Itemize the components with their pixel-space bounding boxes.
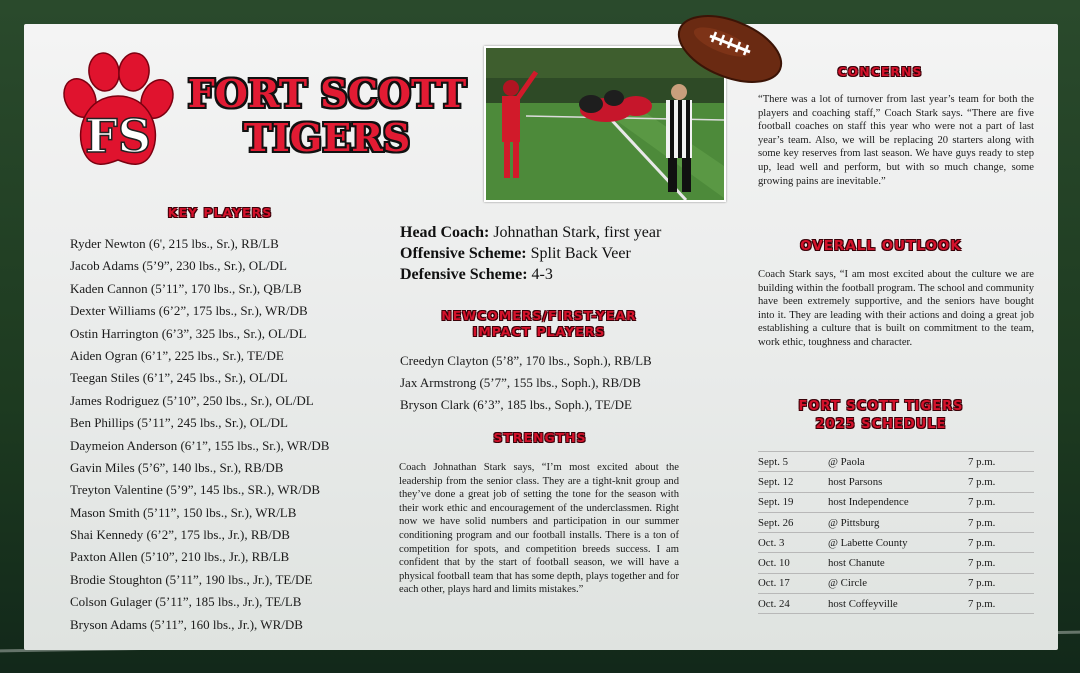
schedule-opponent: host Independence	[828, 492, 968, 512]
schedule-time: 7 p.m.	[968, 492, 1034, 512]
schedule-date: Sept. 26	[758, 512, 828, 532]
player-item: Ben Phillips (5’11”, 245 lbs., Sr.), OL/DL	[70, 415, 288, 431]
defensive-scheme-label: Defensive Scheme:	[400, 266, 528, 283]
defensive-scheme-line	[400, 264, 730, 285]
offensive-scheme-value: Split Back Veer	[526, 245, 631, 262]
player-item: Daymeion Anderson (6’1”, 155 lbs., Sr.), WR/DB	[70, 437, 330, 453]
player-item: Aiden Ogran (6’1”, 225 lbs., Sr.), TE/DE	[70, 347, 284, 363]
offensive-scheme-line	[400, 243, 730, 264]
newcomer-item: Bryson Clark (6’3”, 185 lbs., Soph.), TE/DE	[400, 397, 632, 412]
schedule-opponent: host Chanute	[828, 553, 968, 573]
schedule-time: 7 p.m.	[968, 573, 1034, 593]
player-item: Paxton Allen (5’10”, 210 lbs., Jr.), RB/LB	[70, 549, 290, 565]
concerns-heading: CONCERNS	[837, 64, 923, 79]
player-item: Shai Kennedy (6’2”, 175 lbs., Jr.), RB/DB	[70, 527, 290, 543]
outlook-heading: OVERALL OUTLOOK	[800, 238, 962, 254]
schedule-row	[758, 594, 1034, 614]
player-item: Ryder Newton (6', 215 lbs., Sr.), RB/LB	[70, 236, 279, 251]
schedule-date: Oct. 17	[758, 573, 828, 593]
newcomers-list	[400, 350, 730, 416]
schedule-opponent: host Parsons	[828, 472, 968, 492]
schedule-row	[758, 553, 1034, 573]
key-players-heading: KEY PLAYERS	[167, 205, 273, 220]
schedule-opponent: host Coffeyville	[828, 594, 968, 614]
strengths-text: Coach Johnathan Stark says, “I’m most excited about the leadership from the senior class. They are a tight-knit group and they’ve done a great job of setting the tone for the season with their work ethic and encouragement of the underclassmen. Right now we have solid numbers and participation in our summer conditioning program and our football installs. There is a ton of competition for spots, and competition breeds success. I am confident that by the start of football season, we will have a physical football team that has some depth, plays together and for each other, plays hard and limits mistakes.”	[399, 462, 679, 596]
schedule-opponent: @ Pittsburg	[828, 512, 968, 532]
defensive-scheme-value: 4-3	[527, 266, 553, 283]
newcomer-item: Jax Armstrong (5’7”, 155 lbs., Soph.), RB/DB	[400, 375, 641, 390]
player-item: Dexter Williams (6’2”, 175 lbs., Sr.), WR/DB	[70, 303, 308, 319]
strengths-heading: STRENGTHS	[493, 430, 587, 445]
schedule-row	[758, 452, 1034, 472]
newcomers-heading-line-2: IMPACT PLAYERS	[472, 324, 606, 339]
schedule-date: Sept. 5	[758, 452, 828, 472]
player-item: Treyton Valentine (5’9”, 145 lbs., SR.), WR/DB	[70, 482, 321, 498]
newcomers-heading-line-1: NEWCOMERS/FIRST-YEAR	[441, 308, 637, 323]
logo-letters: FS	[85, 109, 151, 163]
schedule-row	[758, 512, 1034, 532]
title-line-2: TIGERS	[243, 115, 411, 160]
player-item: Teegan Stiles (6’1”, 245 lbs., Sr.), OL/DL	[70, 370, 288, 386]
head-coach-value: Johnathan Stark, first year	[489, 224, 662, 241]
football-icon	[672, 10, 788, 88]
player-item: Kaden Cannon (5’11”, 170 lbs., Sr.), QB/LB	[70, 280, 302, 296]
schedule-time: 7 p.m.	[968, 472, 1034, 492]
team-title	[182, 72, 472, 160]
title-line-1: FORT SCOTT	[187, 71, 467, 116]
player-item: Ostin Harrington (6’3”, 325 lbs., Sr.), OL/DL	[70, 325, 307, 341]
head-coach-label: Head Coach:	[400, 224, 490, 241]
head-coach-line	[400, 222, 730, 243]
schedule-date: Sept. 12	[758, 472, 828, 492]
schedule-time: 7 p.m.	[968, 452, 1034, 472]
schedule-heading-line-2: 2025 SCHEDULE	[815, 417, 947, 432]
schedule-row	[758, 533, 1034, 553]
schedule-time: 7 p.m.	[968, 594, 1034, 614]
coach-info	[400, 222, 730, 285]
schedule-row	[758, 472, 1034, 492]
concerns-text: “There was a lot of turnover from last year’s team for both the players and coaching staff,” Coach Stark says. “There are five football coaches on staff this year who were not a part of last year’s team. Also, we will be replacing 20 starters along with some key reserves from last season. We have guys ready to step up, lead well and perform, but with so much change, some growing pains are inevitable.”	[758, 94, 1034, 187]
player-item: Jacob Adams (5’9”, 230 lbs., Sr.), OL/DL	[70, 258, 288, 274]
schedule-opponent: @ Labette County	[828, 533, 968, 553]
schedule-time: 7 p.m.	[968, 533, 1034, 553]
player-item: Mason Smith (5’11”, 150 lbs., Sr.), WR/LB	[70, 504, 297, 520]
schedule-date: Oct. 3	[758, 533, 828, 553]
player-item: Gavin Miles (5’6”, 140 lbs., Sr.), RB/DB	[70, 459, 284, 475]
schedule-heading	[770, 398, 992, 434]
schedule-date: Oct. 24	[758, 594, 828, 614]
outlook-text: Coach Stark says, “I am most excited about the culture we are building within the football program. The school and community have been extremely supportive, and the seniors have bought into it. They are leading with their actions and doing a great job establishing a culture that is built on commitment to the team, work ethic, toughness and character.	[758, 269, 1034, 348]
key-players-list	[70, 233, 370, 636]
schedule-row	[758, 492, 1034, 512]
newcomer-item: Creedyn Clayton (5’8”, 170 lbs., Soph.), RB/LB	[400, 353, 652, 368]
player-item: Bryson Adams (5’11”, 160 lbs., Jr.), WR/DB	[70, 616, 303, 632]
schedule-opponent: @ Paola	[828, 452, 968, 472]
player-item: Colson Gulager (5’11”, 185 lbs., Jr.), TE/LB	[70, 594, 302, 610]
schedule-row	[758, 573, 1034, 593]
offensive-scheme-label: Offensive Scheme:	[400, 245, 527, 262]
tiger-paw-logo	[58, 52, 178, 174]
player-item: James Rodriguez (5’10”, 250 lbs., Sr.), OL/DL	[70, 392, 314, 408]
schedule-date: Oct. 10	[758, 553, 828, 573]
player-item: Brodie Stoughton (5’11”, 190 lbs., Jr.), TE/DE	[70, 571, 313, 587]
schedule-time: 7 p.m.	[968, 553, 1034, 573]
newcomers-heading	[400, 308, 678, 340]
schedule-heading-line-1: FORT SCOTT TIGERS	[798, 399, 964, 414]
schedule-date: Sept. 19	[758, 492, 828, 512]
schedule-table	[758, 451, 1034, 614]
schedule-opponent: @ Circle	[828, 573, 968, 593]
schedule-time: 7 p.m.	[968, 512, 1034, 532]
